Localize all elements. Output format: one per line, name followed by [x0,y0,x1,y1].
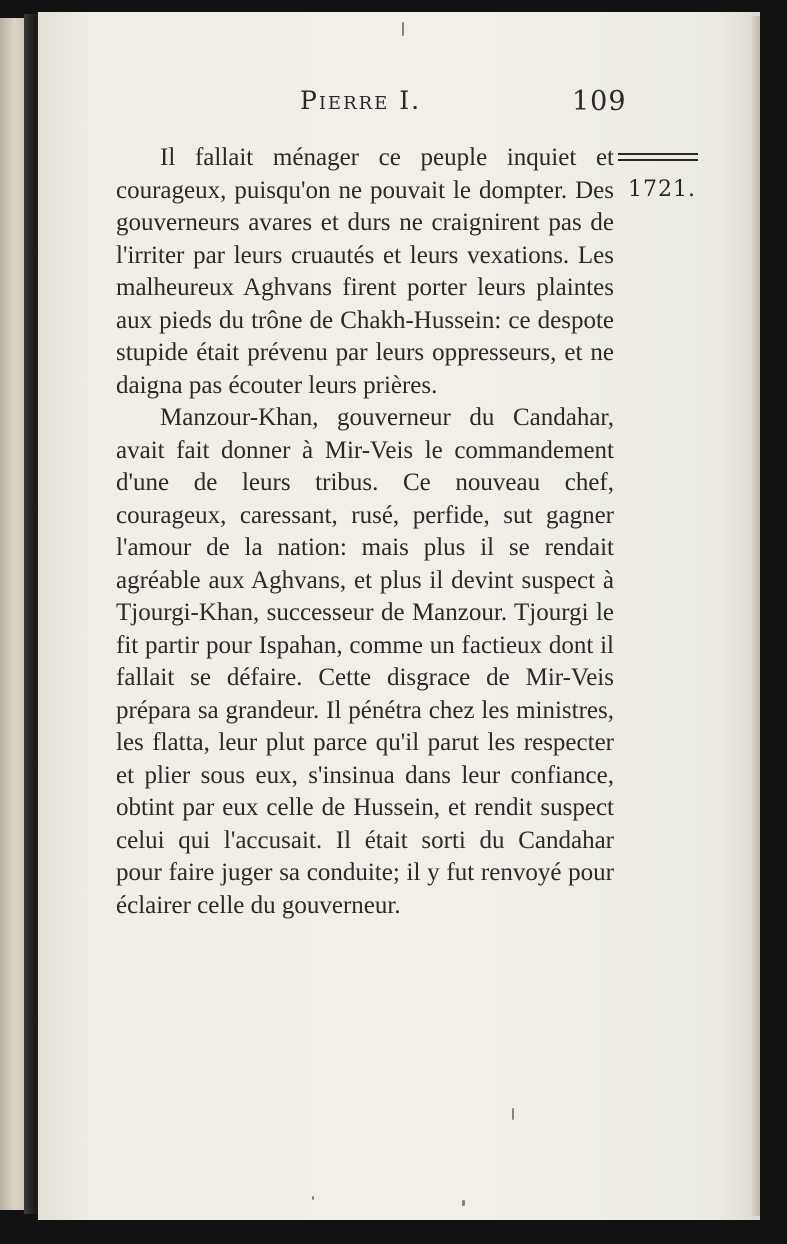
speck-bottom-2 [462,1200,465,1206]
margin-year: 1721. [628,177,696,202]
speck-bottom-1 [512,1108,514,1120]
running-title: Pierre I. [300,86,422,115]
speck-bottom-3 [312,1196,314,1200]
margin-rule-top [618,153,698,155]
page-number: 109 [572,86,627,117]
previous-page-edge [0,18,24,1210]
margin-rule-bottom [618,159,698,161]
speck-top [402,22,404,36]
paragraph-2: Manzour-Khan, gouverneur du Candahar, avait fait donner à Mir-Veis le commandement d'une de leurs tribus. Ce nouveau chef, courageux, caressant, rusé, perfide, sut gagner l'amour de la nation: mais plus il se rendait agréable aux Aghvans, et plus il devint suspect à Tjourgi-Khan, successeur de Manzour. Tjourgi le fit partir pour Ispahan, comme un factieux dont il fallait se défaire. Cette disgrace de Mir-Veis prépara sa grandeur. Il pénétra chez les ministres, les flatta, leur plut parce qu'il parut les respecter et plier sous eux, s'insinua dans leur confiance, obtint par eux celle de Hussein, et rendit suspect celui qui l'accusait. Il était sorti du Candahar pour faire juger sa conduite; il y fut renvoyé pour éclairer celle du gouverneur. [116,404,614,919]
paragraph-1: Il fallait ménager ce peuple inquiet et courageux, puisqu'on ne pouvait le dompter. Des gouverneurs avares et durs ne craignirent pas de l'irriter par leurs cruautés et leurs vexations. Les malheureux Aghvans firent porter leurs plaintes aux pieds du trône de Chakh-Hussein: ce despote stupide était prévenu par leurs oppresseurs, et ne daigna pas écouter leurs prières. [116,144,614,399]
page-edge [752,16,760,1216]
body-text [116,142,614,922]
